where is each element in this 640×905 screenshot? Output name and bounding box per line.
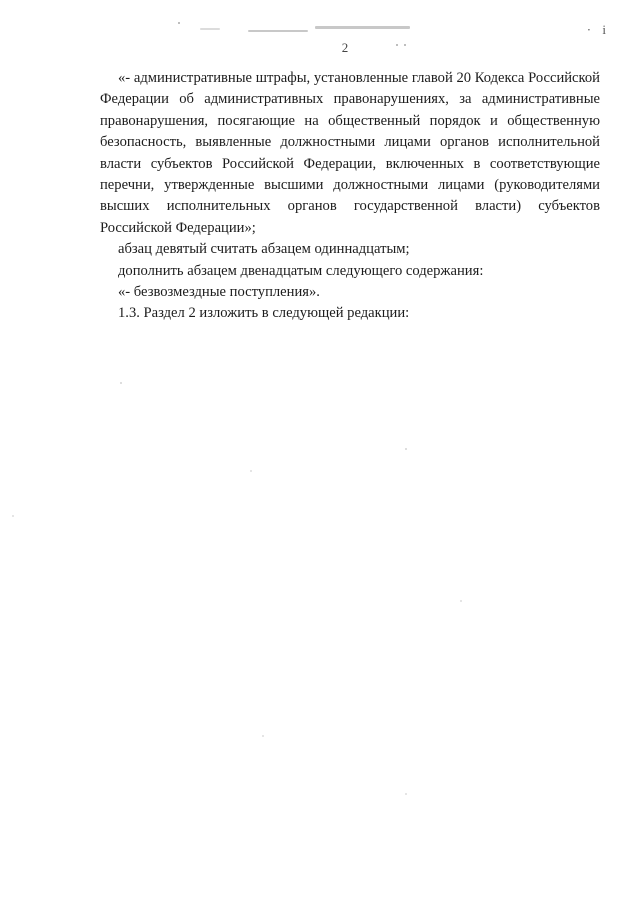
paragraph-grants: «- безвозмездные поступления».	[118, 284, 320, 301]
scan-dot	[405, 448, 407, 450]
document-body	[100, 68, 600, 325]
paragraph-add-twelfth: дополнить абзацем двенадцатым следующего содержания:	[118, 262, 484, 279]
scan-dot	[178, 22, 180, 24]
paragraph-section-2: 1.3. Раздел 2 изложить в следующей редакции:	[118, 305, 410, 322]
page-number: 2	[341, 40, 349, 55]
scan-dot	[262, 735, 264, 737]
paragraph-ninth: абзац девятый считать абзацем одиннадцатым;	[118, 241, 410, 258]
paragraph-fines: «- административные штрафы, установленные главой 20 Кодекса Российской Федерации об административных правонарушениях, за административные правонарушения, посягающие на общественный порядок и общественную безопасность, выявленные должностными лицами органов исполнительной власти субъектов Российской Федерации, включенных в соответствующие перечни, утвержденные высшими должностными лицами (руководителями высших исполнительных органов государственной власти) субъектов Российской Федерации»;	[100, 70, 600, 236]
corner-mark: · і	[586, 22, 610, 37]
scan-artifact	[248, 30, 308, 32]
scan-dot	[405, 793, 407, 795]
scan-dot	[460, 600, 462, 602]
scan-dot	[12, 515, 14, 517]
scan-dot	[120, 382, 122, 384]
scan-artifact	[315, 26, 410, 29]
scan-artifact	[200, 28, 220, 30]
scan-dot	[250, 470, 252, 472]
